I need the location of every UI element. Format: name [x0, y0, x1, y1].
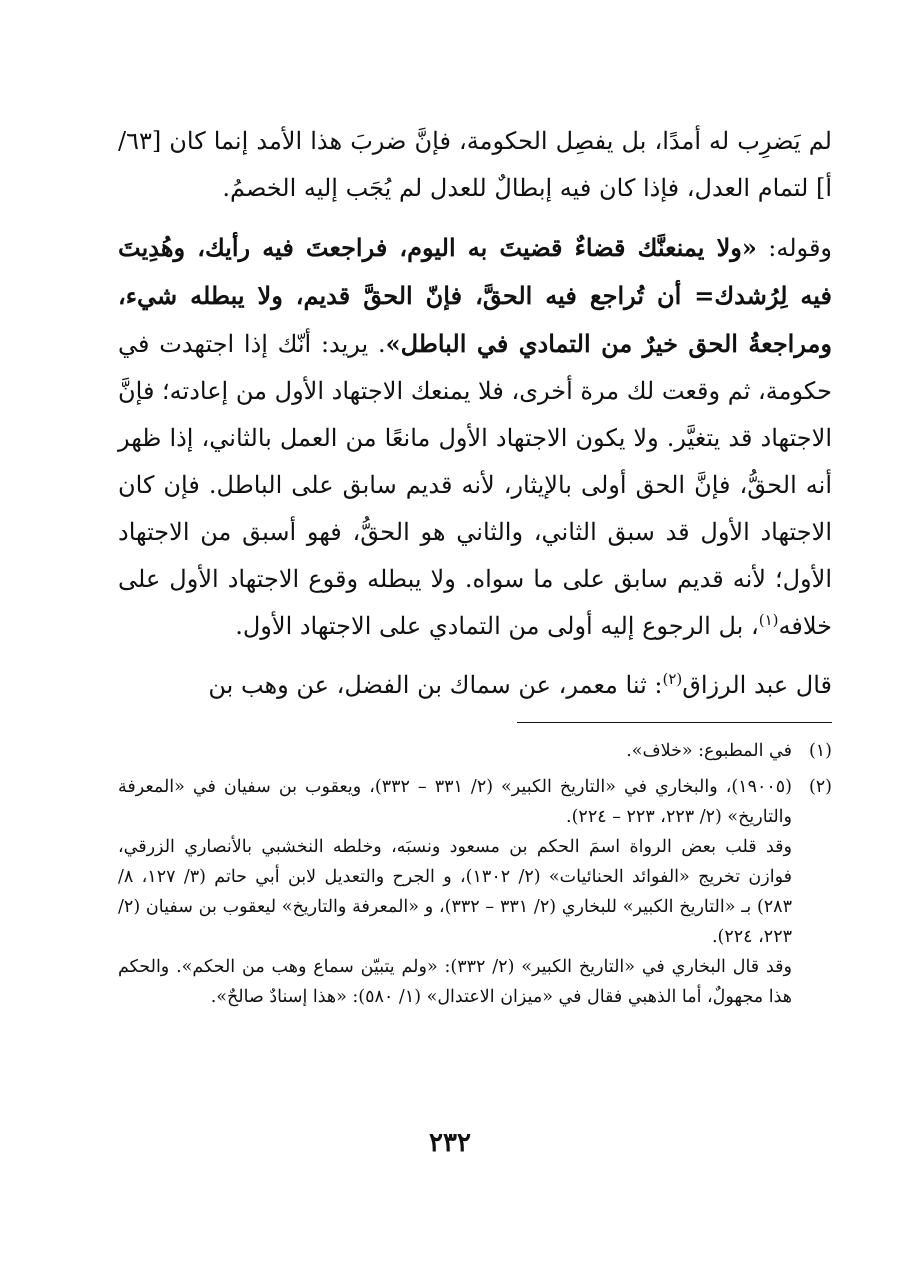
paragraph-3-lead: قال عبد الرزاق: [682, 671, 832, 699]
footnote-1: [118, 736, 832, 766]
quoted-saying: «ولا يمنعنَّك قضاءٌ قضيتَ به اليوم، فراجعتَ فيه رأيك، وهُدِيتَ فيه لِرُشدك= أن تُراجع فيه الحقَّ، فإنّ الحقَّ قديم، ولا يبطله شيء، ومراجعةُ الحق خيرٌ من التمادي في الباطل»: [118, 233, 833, 358]
footnote-2-note: وقد قلب بعض الرواة اسمَ الحكم بن مسعود ونسبَه، وخلطه النخشبي بالأنصاري الزرقي، فوازن تخريج «الفوائد الحنائيات» (٢/ ١٣٠٢)، و الجرح والتعديل لابن أبي حاتم (٣/ ١٢٧، ٨/ ٢٨٣) بـ «التاريخ الكبير» للبخاري (٢/ ٣٣١ – ٣٣٢)، و «المعرفة والتاريخ» ليعقوب بن سفيان (٢/ ٢٢٣، ٢٢٤).: [118, 837, 792, 947]
footnote-2-number: (٢): [808, 777, 832, 797]
paragraph-2-commentary: . يريد: أنّك إذا اجتهدت في حكومة، ثم وقعت لك مرة أخرى، فلا يمنعك الاجتهاد الأول من إعادته؛ فإنَّ الاجتهاد قد يتغيَّر. ولا يكون الاجتهاد الأول مانعًا من العمل بالثاني، إذا ظهر أنه الحقُّ، فإنَّ الحق أولى بالإيثار، لأنه قديم سابق على الباطل. فإن كان الاجتهاد الأول قد سبق الثاني، والثاني هو الحقُّ، فهو أسبق من الاجتهاد الأول؛ لأنه قديم سابق على ما سواه. ولا يبطله وقوع الاجتهاد الأول على خلافه: [118, 330, 832, 640]
footnote-2: [118, 772, 832, 1012]
main-text: [118, 118, 832, 709]
page-number: ٢٣٢: [429, 1128, 471, 1158]
footnote-separator: [517, 722, 832, 723]
footnote-ref-2[interactable]: (٢): [662, 670, 683, 688]
paragraph-3: [118, 662, 832, 709]
footnotes: [118, 736, 832, 1012]
footnote-2-sources: (١٩٠٠٥)، والبخاري في «التاريخ الكبير» (٢/ ٣٣١ – ٣٣٢)، ويعقوب بن سفيان في «المعرفة والتاريخ» (٢/ ٢٢٣، ٢٢٣ – ٢٢٤).: [118, 777, 792, 827]
paragraph-1: لم يَضرِب له أمدًا، بل يفصِل الحكومة، فإنَّ ضربَ هذا الأمد إنما كان [٦٣/ أ] لتمام العدل، فإذا كان فيه إبطالٌ للعدل لم يُجَب إليه الخصمُ.: [118, 127, 832, 202]
paragraph-2-tail: ، بل الرجوع إليه أولى من التمادي على الاجتهاد الأول.: [235, 612, 759, 640]
footnote-2-bukhari-note: وقد قال البخاري في «التاريخ الكبير» (٢/ ٣٣٢): «ولم يتبيّن سماع وهب من الحكم». والحكم هذا مجهولٌ، أما الذهبي فقال في «ميزان الاعتدال» (١/ ٥٨٠): «هذا إسنادٌ صالحٌ».: [118, 957, 792, 1007]
footnote-2-body: [118, 772, 792, 1012]
footnote-1-body: [118, 736, 792, 766]
paragraph-3-tail: : ثنا معمر، عن سماك بن الفضل، عن وهب بن: [208, 671, 663, 699]
paragraph-2-lead: وقوله:: [756, 234, 833, 262]
footnote-1-number: (١): [808, 741, 832, 761]
footnote-1-text: في المطبوع: «خلاف».: [626, 741, 792, 761]
footnote-ref-1[interactable]: (١): [758, 611, 779, 629]
paragraph-2: [118, 224, 832, 650]
